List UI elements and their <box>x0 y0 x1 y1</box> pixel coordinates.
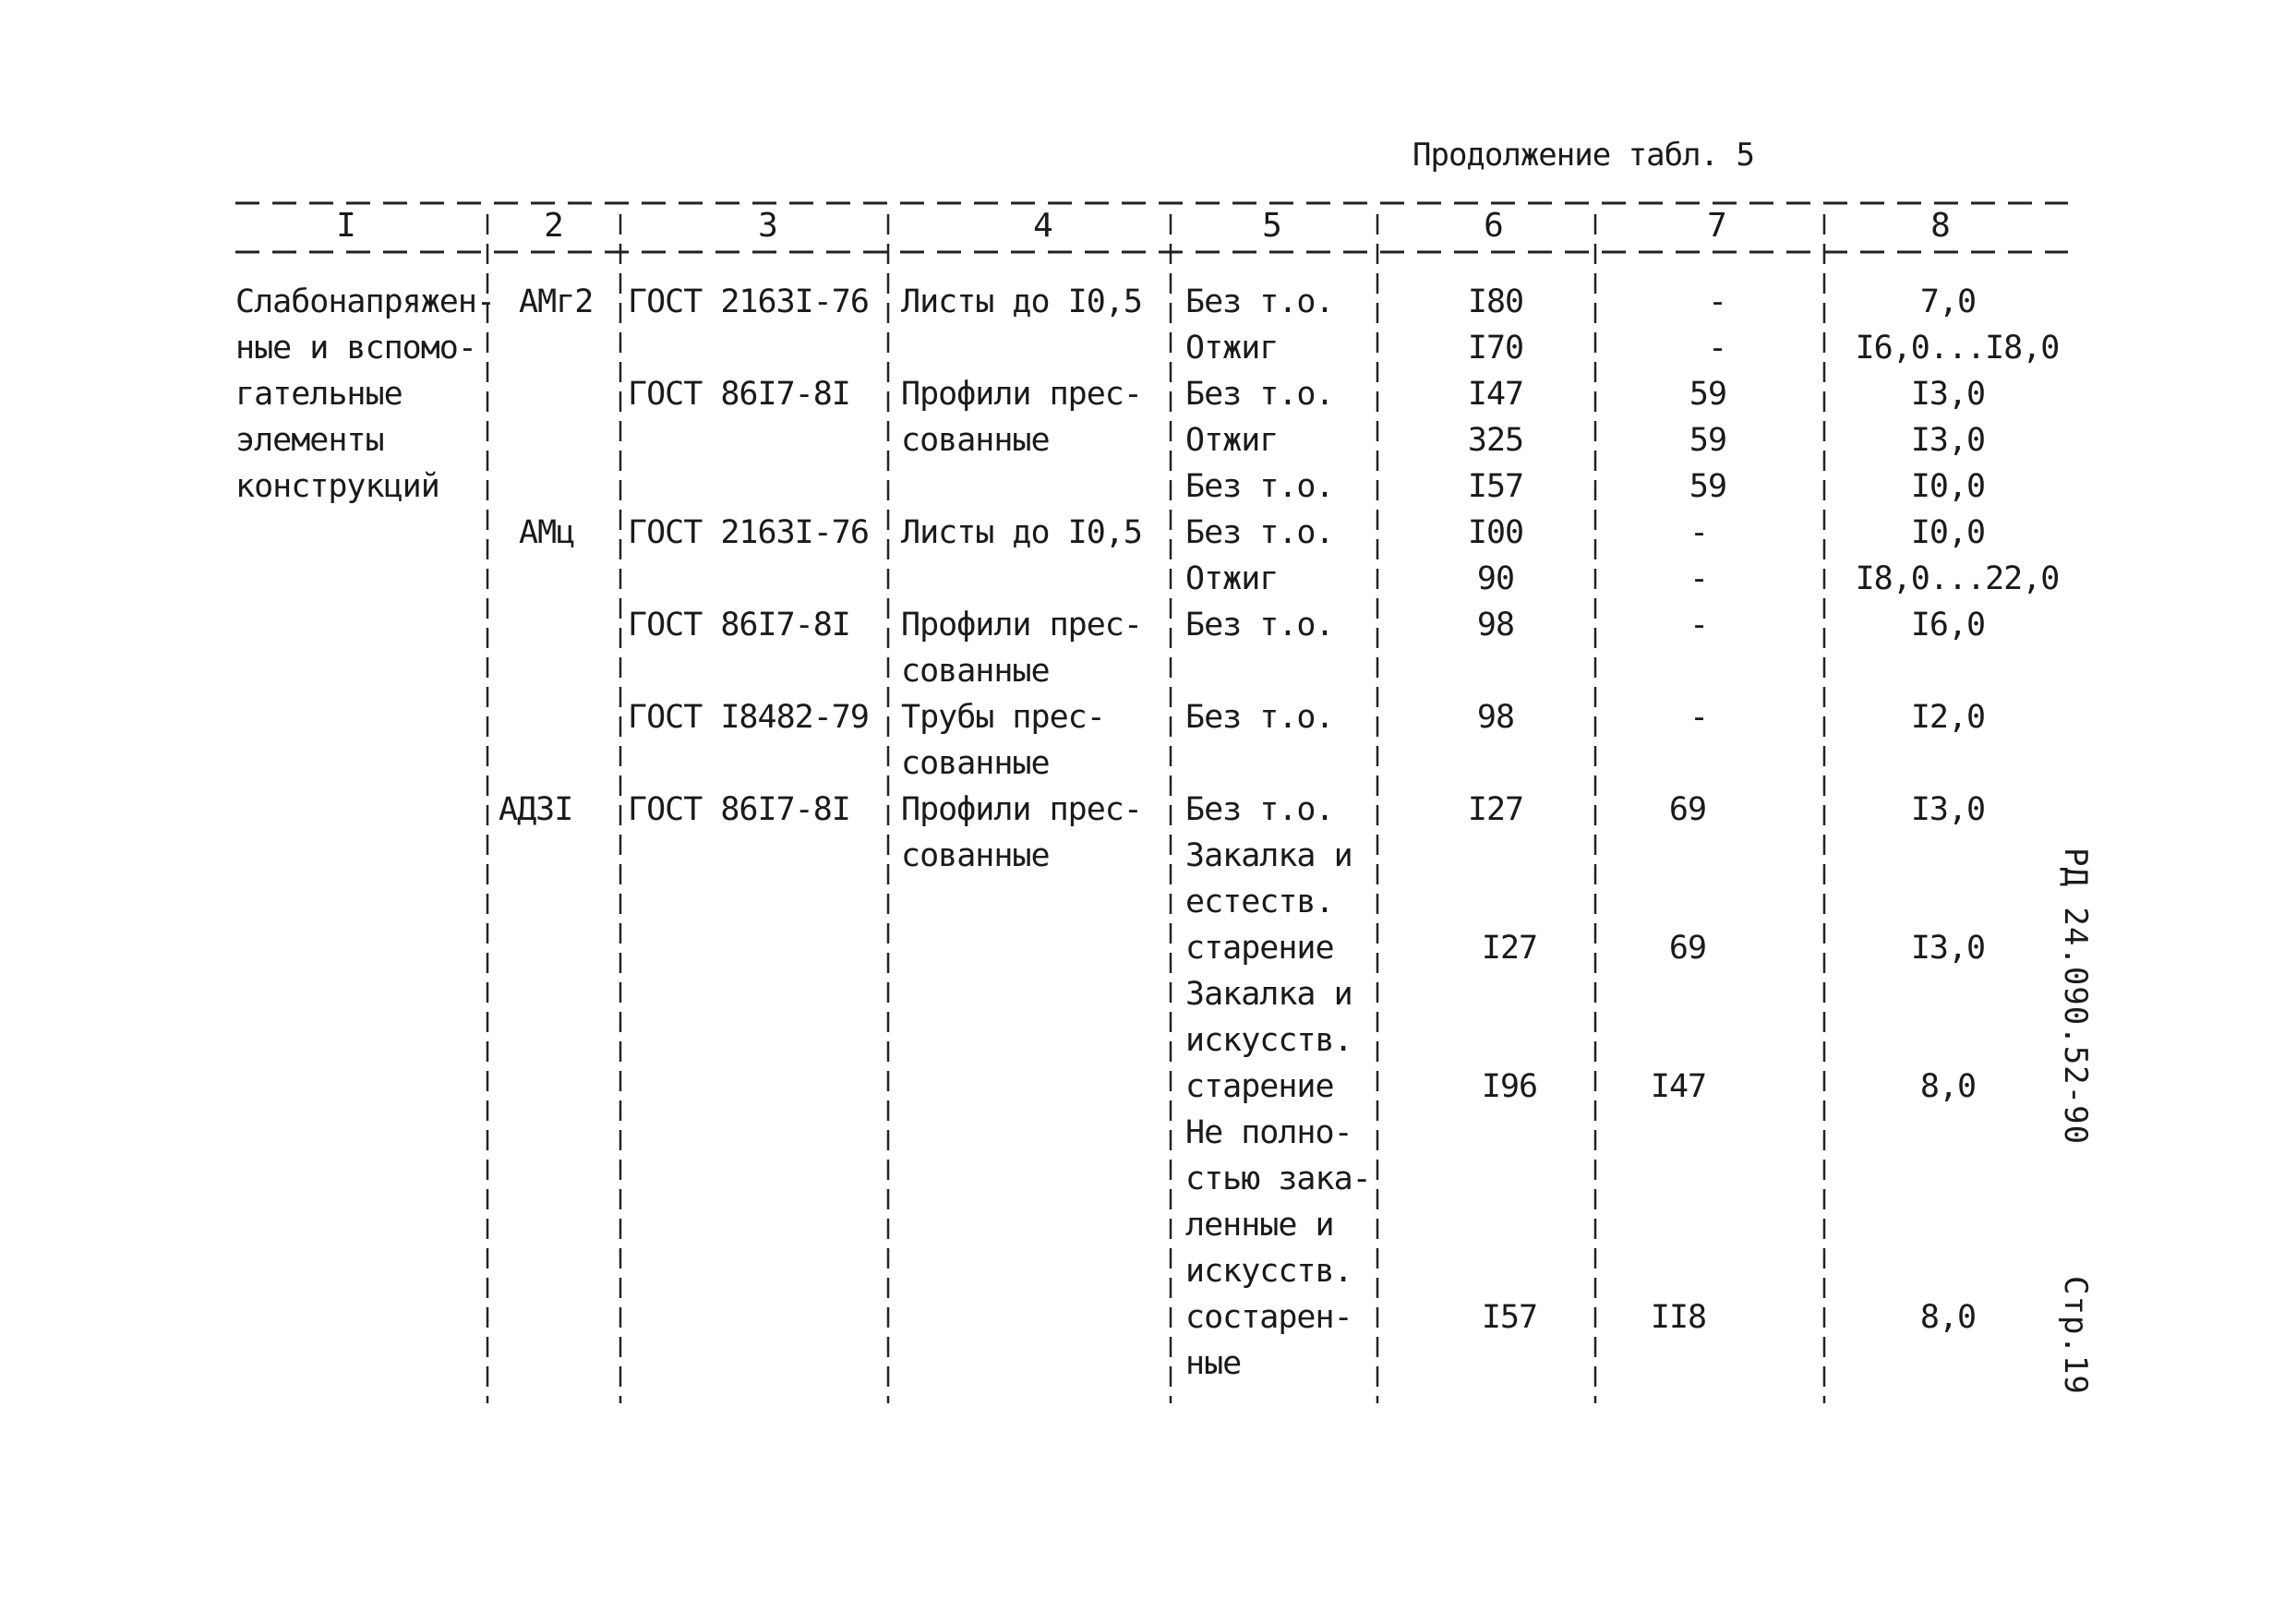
row11-treatment: Закалка и естеств. старение <box>1185 837 1352 967</box>
row2-treatment: Отжиг <box>1185 330 1279 367</box>
row1-col7: - <box>1707 283 1727 320</box>
row11-col7: 69 <box>1668 930 1707 967</box>
row6-col7: - <box>1689 514 1709 551</box>
header-col-2: 2 <box>544 207 564 245</box>
row10-standard: ГОСТ 86I7-8I <box>628 791 850 828</box>
row4-treatment: Отжиг <box>1185 422 1279 459</box>
row2-col8: I6,0...I8,0 <box>1855 330 2060 367</box>
material-amg2: АМг2 <box>519 283 594 320</box>
row3-product: Профили прес- <box>901 376 1142 413</box>
row5-col8: I0,0 <box>1910 468 1986 505</box>
row13-col6: I57 <box>1481 1299 1538 1336</box>
row6-col8: I0,0 <box>1910 514 1986 551</box>
row10-col6: I27 <box>1467 791 1524 828</box>
material-amts: АМц <box>519 514 575 551</box>
row3-col8: I3,0 <box>1910 376 1986 413</box>
row9-col7: - <box>1689 699 1709 736</box>
row8-standard: ГОСТ 86I7-8I <box>628 607 850 643</box>
row1-product: Листы до I0,5 <box>901 283 1142 320</box>
purpose-line-3: гательные <box>235 376 403 413</box>
row8-col7: - <box>1689 607 1709 643</box>
row3-standard: ГОСТ 86I7-8I <box>628 376 850 413</box>
row13-col8: 8,0 <box>1919 1299 1977 1336</box>
row9-treatment: Без т.о. <box>1185 699 1334 736</box>
row4-col7: 59 <box>1689 422 1727 459</box>
purpose-line-4: элементы <box>235 422 384 459</box>
row2-col7: - <box>1707 330 1727 367</box>
header-col-6: 6 <box>1484 207 1504 245</box>
row11-col6: I27 <box>1481 930 1538 967</box>
row10-product: Профили прес- сованные <box>901 791 1142 874</box>
row8-treatment: Без т.о. <box>1185 607 1334 643</box>
row12-col7: I47 <box>1650 1068 1707 1105</box>
row1-col6: I80 <box>1467 283 1524 320</box>
row9-col6: 98 <box>1476 699 1515 736</box>
page-number-label: Стр.19 <box>2057 1276 2094 1395</box>
purpose-line-2: ные и вспомо- <box>235 330 476 367</box>
header-col-3: 3 <box>758 207 778 245</box>
row8-col8: I6,0 <box>1910 607 1986 643</box>
table-caption: Продолжение табл. 5 <box>1412 137 1754 174</box>
row8-col6: 98 <box>1476 607 1515 643</box>
row3-treatment: Без т.о. <box>1185 376 1334 413</box>
row4-col6: 325 <box>1467 422 1524 459</box>
row1-treatment: Без т.о. <box>1185 283 1334 320</box>
header-col-1: I <box>336 207 356 245</box>
header-col-4: 4 <box>1033 207 1053 245</box>
row10-col8: I3,0 <box>1910 791 1986 828</box>
row7-col8: I8,0...22,0 <box>1855 560 2060 597</box>
header-col-5: 5 <box>1262 207 1282 245</box>
row6-treatment: Без т.о. <box>1185 514 1334 551</box>
row2-col6: I70 <box>1467 330 1524 367</box>
row7-treatment: Отжиг <box>1185 560 1279 597</box>
row13-treatment: Не полно- стью зака- ленные и искусств. состарен- ные <box>1185 1114 1371 1382</box>
row10-col7: 69 <box>1668 791 1707 828</box>
row5-treatment: Без т.о. <box>1185 468 1334 505</box>
row3-col7: 59 <box>1689 376 1727 413</box>
row9-standard: ГОСТ I8482-79 <box>628 699 869 736</box>
purpose-line-1: Слабонапряжен- <box>235 283 496 320</box>
header-col-8: 8 <box>1930 207 1951 245</box>
row12-treatment: Закалка и искусств. старение <box>1185 976 1352 1105</box>
row3-col6: I47 <box>1467 376 1524 413</box>
material-ad31: АД3I <box>499 791 573 828</box>
row7-col6: 90 <box>1476 560 1515 597</box>
row6-standard: ГОСТ 2163I-76 <box>628 514 869 551</box>
row1-col8: 7,0 <box>1919 283 1977 320</box>
row7-col7: - <box>1689 560 1709 597</box>
row12-col8: 8,0 <box>1919 1068 1977 1105</box>
header-col-7: 7 <box>1707 207 1727 245</box>
row10-treatment: Без т.о. <box>1185 791 1334 828</box>
row4-col8: I3,0 <box>1910 422 1986 459</box>
row4-product: сованные <box>901 422 1050 459</box>
row11-col8: I3,0 <box>1910 930 1986 967</box>
row12-col6: I96 <box>1481 1068 1538 1105</box>
row6-product: Листы до I0,5 <box>901 514 1142 551</box>
row9-product: Трубы прес- сованные <box>901 699 1105 782</box>
row8-product: Профили прес- сованные <box>901 607 1142 690</box>
document-code-label: РД 24.090.52-90 <box>2057 848 2094 1146</box>
row5-col6: I57 <box>1467 468 1524 505</box>
purpose-line-5: конструкций <box>235 468 439 505</box>
row13-col7: II8 <box>1650 1299 1707 1336</box>
row1-standard: ГОСТ 2163I-76 <box>628 283 869 320</box>
row6-col6: I00 <box>1467 514 1524 551</box>
row5-col7: 59 <box>1689 468 1727 505</box>
row9-col8: I2,0 <box>1910 699 1986 736</box>
